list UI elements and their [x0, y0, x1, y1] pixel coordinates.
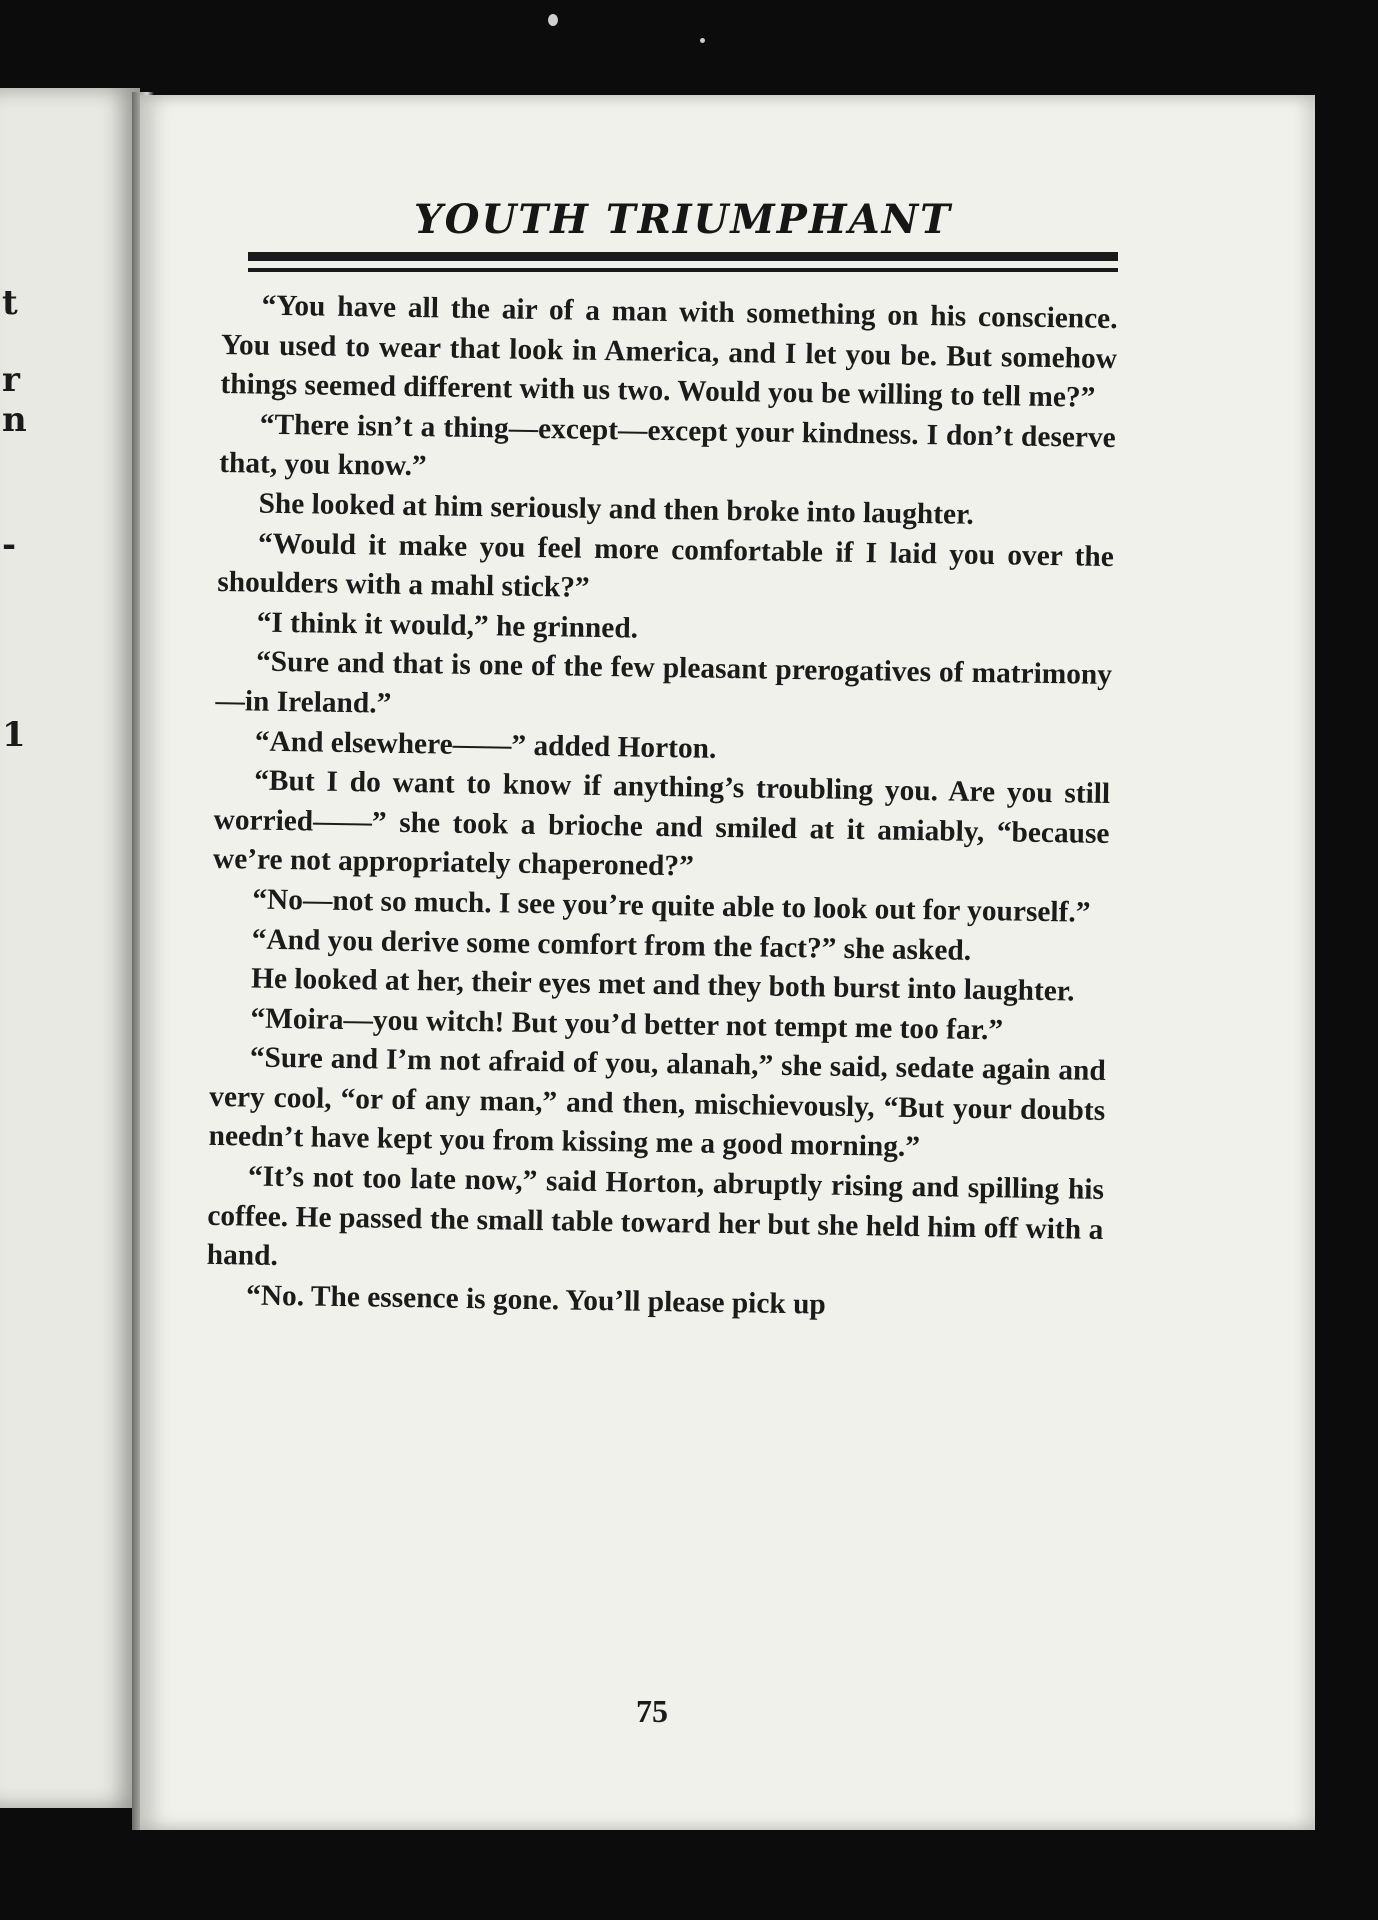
running-head: YOUTH TRIUMPHANT: [414, 196, 952, 243]
paragraph: “There isn’t a thing—except—except your kindness. I don’t deserve that, you know.”: [218, 408, 1116, 483]
facing-page-edge: [0, 88, 140, 1808]
facing-page-fragment: 1: [2, 715, 26, 755]
paragraph: “Moira—you witch! But you’d better not tempt me too far.”: [250, 1002, 1004, 1047]
paragraph: “And elsewhere——” added Horton.: [254, 725, 717, 765]
paragraph: “You have all the air of a man with something on his conscience. You used to wear that look in America, and I let you be. But somehow things seemed different with us two. Would you be willing to tell me?”: [220, 289, 1118, 414]
paragraph: She looked at him seriously and then broke into laughter.: [258, 487, 975, 531]
paragraph: “It’s not too late now,” said Horton, abruptly rising and spilling his coffee. He passed the small table toward her but she held him off with a hand.: [206, 1160, 1105, 1273]
facing-page-fragment: -: [2, 525, 17, 565]
page-number: 75: [636, 1693, 668, 1729]
paragraph: “No. The essence is gone. You’ll please pick up: [245, 1279, 827, 1321]
page-body-text: [206, 286, 1118, 1329]
paragraph: “And you derive some comfort from the fact?” she asked.: [251, 923, 972, 967]
header-rule-thin: [248, 268, 1118, 272]
dust-speck: [700, 38, 705, 43]
paragraph: “Sure and that is one of the few pleasant prerogatives of matrimony—in Ireland.”: [215, 645, 1113, 720]
facing-page-fragment: n: [2, 400, 27, 440]
dust-speck: [548, 14, 558, 26]
paragraph: “I think it would,” he grinned.: [256, 606, 639, 645]
paragraph: He looked at her, their eyes met and they both burst into laughter.: [250, 962, 1075, 1008]
facing-page-fragment: r: [2, 360, 20, 400]
paragraph: “No—not so much. I see you’re quite able to look out for yourself.”: [252, 883, 1091, 929]
header-rule-thick: [248, 252, 1118, 261]
paragraph: “Would it make you feel more comfortable if I laid you over the shoulders with a mahl stick?”: [217, 527, 1115, 604]
facing-page-fragment: t: [2, 283, 18, 323]
paragraph: “Sure and I’m not afraid of you, alanah,” she said, sedate again and very cool, “or of any man,” and then, mischievously, “But your doubts needn’t have kept you from kissing me a good morning.”: [208, 1041, 1107, 1164]
paragraph: “But I do want to know if anything’s troubling you. Are you still worried——” she took a brioche and smiled at it amiably, “because we’re not appropriately chaperoned?”: [212, 764, 1111, 883]
